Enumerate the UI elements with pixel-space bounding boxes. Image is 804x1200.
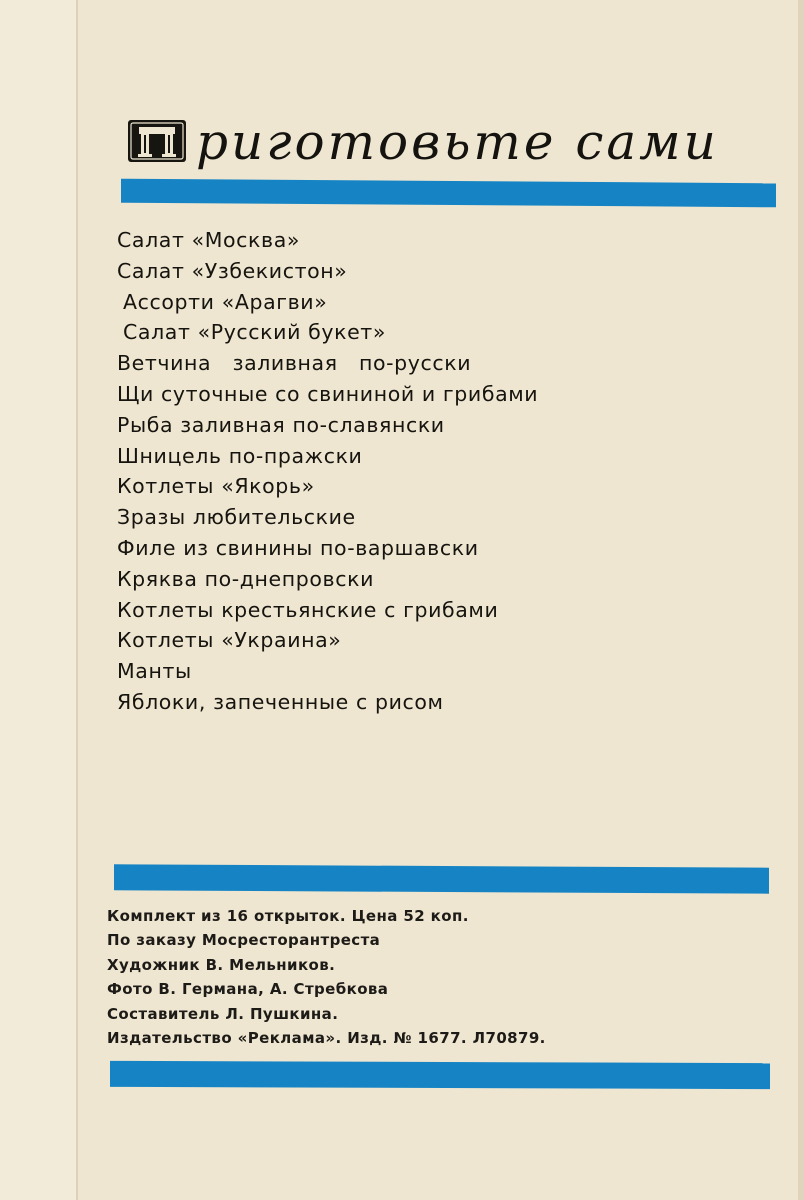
imprint-credits (107, 904, 546, 1050)
recipe-item: Котлеты «Украина» (117, 628, 342, 653)
recipe-item: Салат «Москва» (117, 228, 301, 252)
recipe-item: Зразы любительские (117, 505, 356, 530)
credit-line: По заказу Мосресторантреста (107, 931, 381, 950)
recipe-item: Шницель по-пражски (117, 443, 363, 468)
credit-line: Издательство «Реклама». Изд. № 1677. Л70879. (107, 1029, 546, 1048)
recipe-list (117, 225, 538, 718)
recipe-item: Кряква по-днепровски (117, 566, 374, 591)
recipe-item: Котлеты «Якорь» (117, 474, 315, 499)
recipe-item: Котлеты крестьянские с грибами (117, 597, 499, 622)
recipe-item: Рыба заливная по-славянски (117, 412, 445, 437)
recipe-item: Салат «Русский букет» (123, 320, 386, 345)
recipe-item: Ассорти «Арагви» (123, 289, 328, 314)
title-text: риготовьте сами (196, 113, 719, 171)
drop-cap-letter (126, 118, 188, 164)
recipe-item: Ветчина заливная по-русски (117, 351, 472, 376)
recipe-item: Салат «Узбекистон» (117, 258, 348, 283)
credit-line: Составитель Л. Пушкина. (107, 1004, 339, 1023)
left-fold-panel (0, 0, 76, 1200)
credit-line: Комплект из 16 открыток. Цена 52 коп. (107, 907, 469, 925)
page-title (122, 106, 782, 176)
right-edge (798, 0, 804, 1200)
credit-line: Фото В. Германа, А. Стребкова (107, 980, 389, 999)
blue-stripe-top (121, 179, 776, 208)
fold-line (76, 0, 78, 1200)
recipe-item: Филе из свинины по-варшавски (117, 535, 479, 560)
credit-line: Художник В. Мельников. (107, 955, 336, 974)
recipe-item: Яблоки, запеченные с рисом (117, 689, 444, 714)
recipe-item: Манты (117, 659, 192, 684)
recipe-item: Щи суточные со свининой и грибами (117, 381, 539, 406)
blue-stripe-middle (114, 864, 769, 893)
blue-stripe-bottom (110, 1061, 770, 1089)
